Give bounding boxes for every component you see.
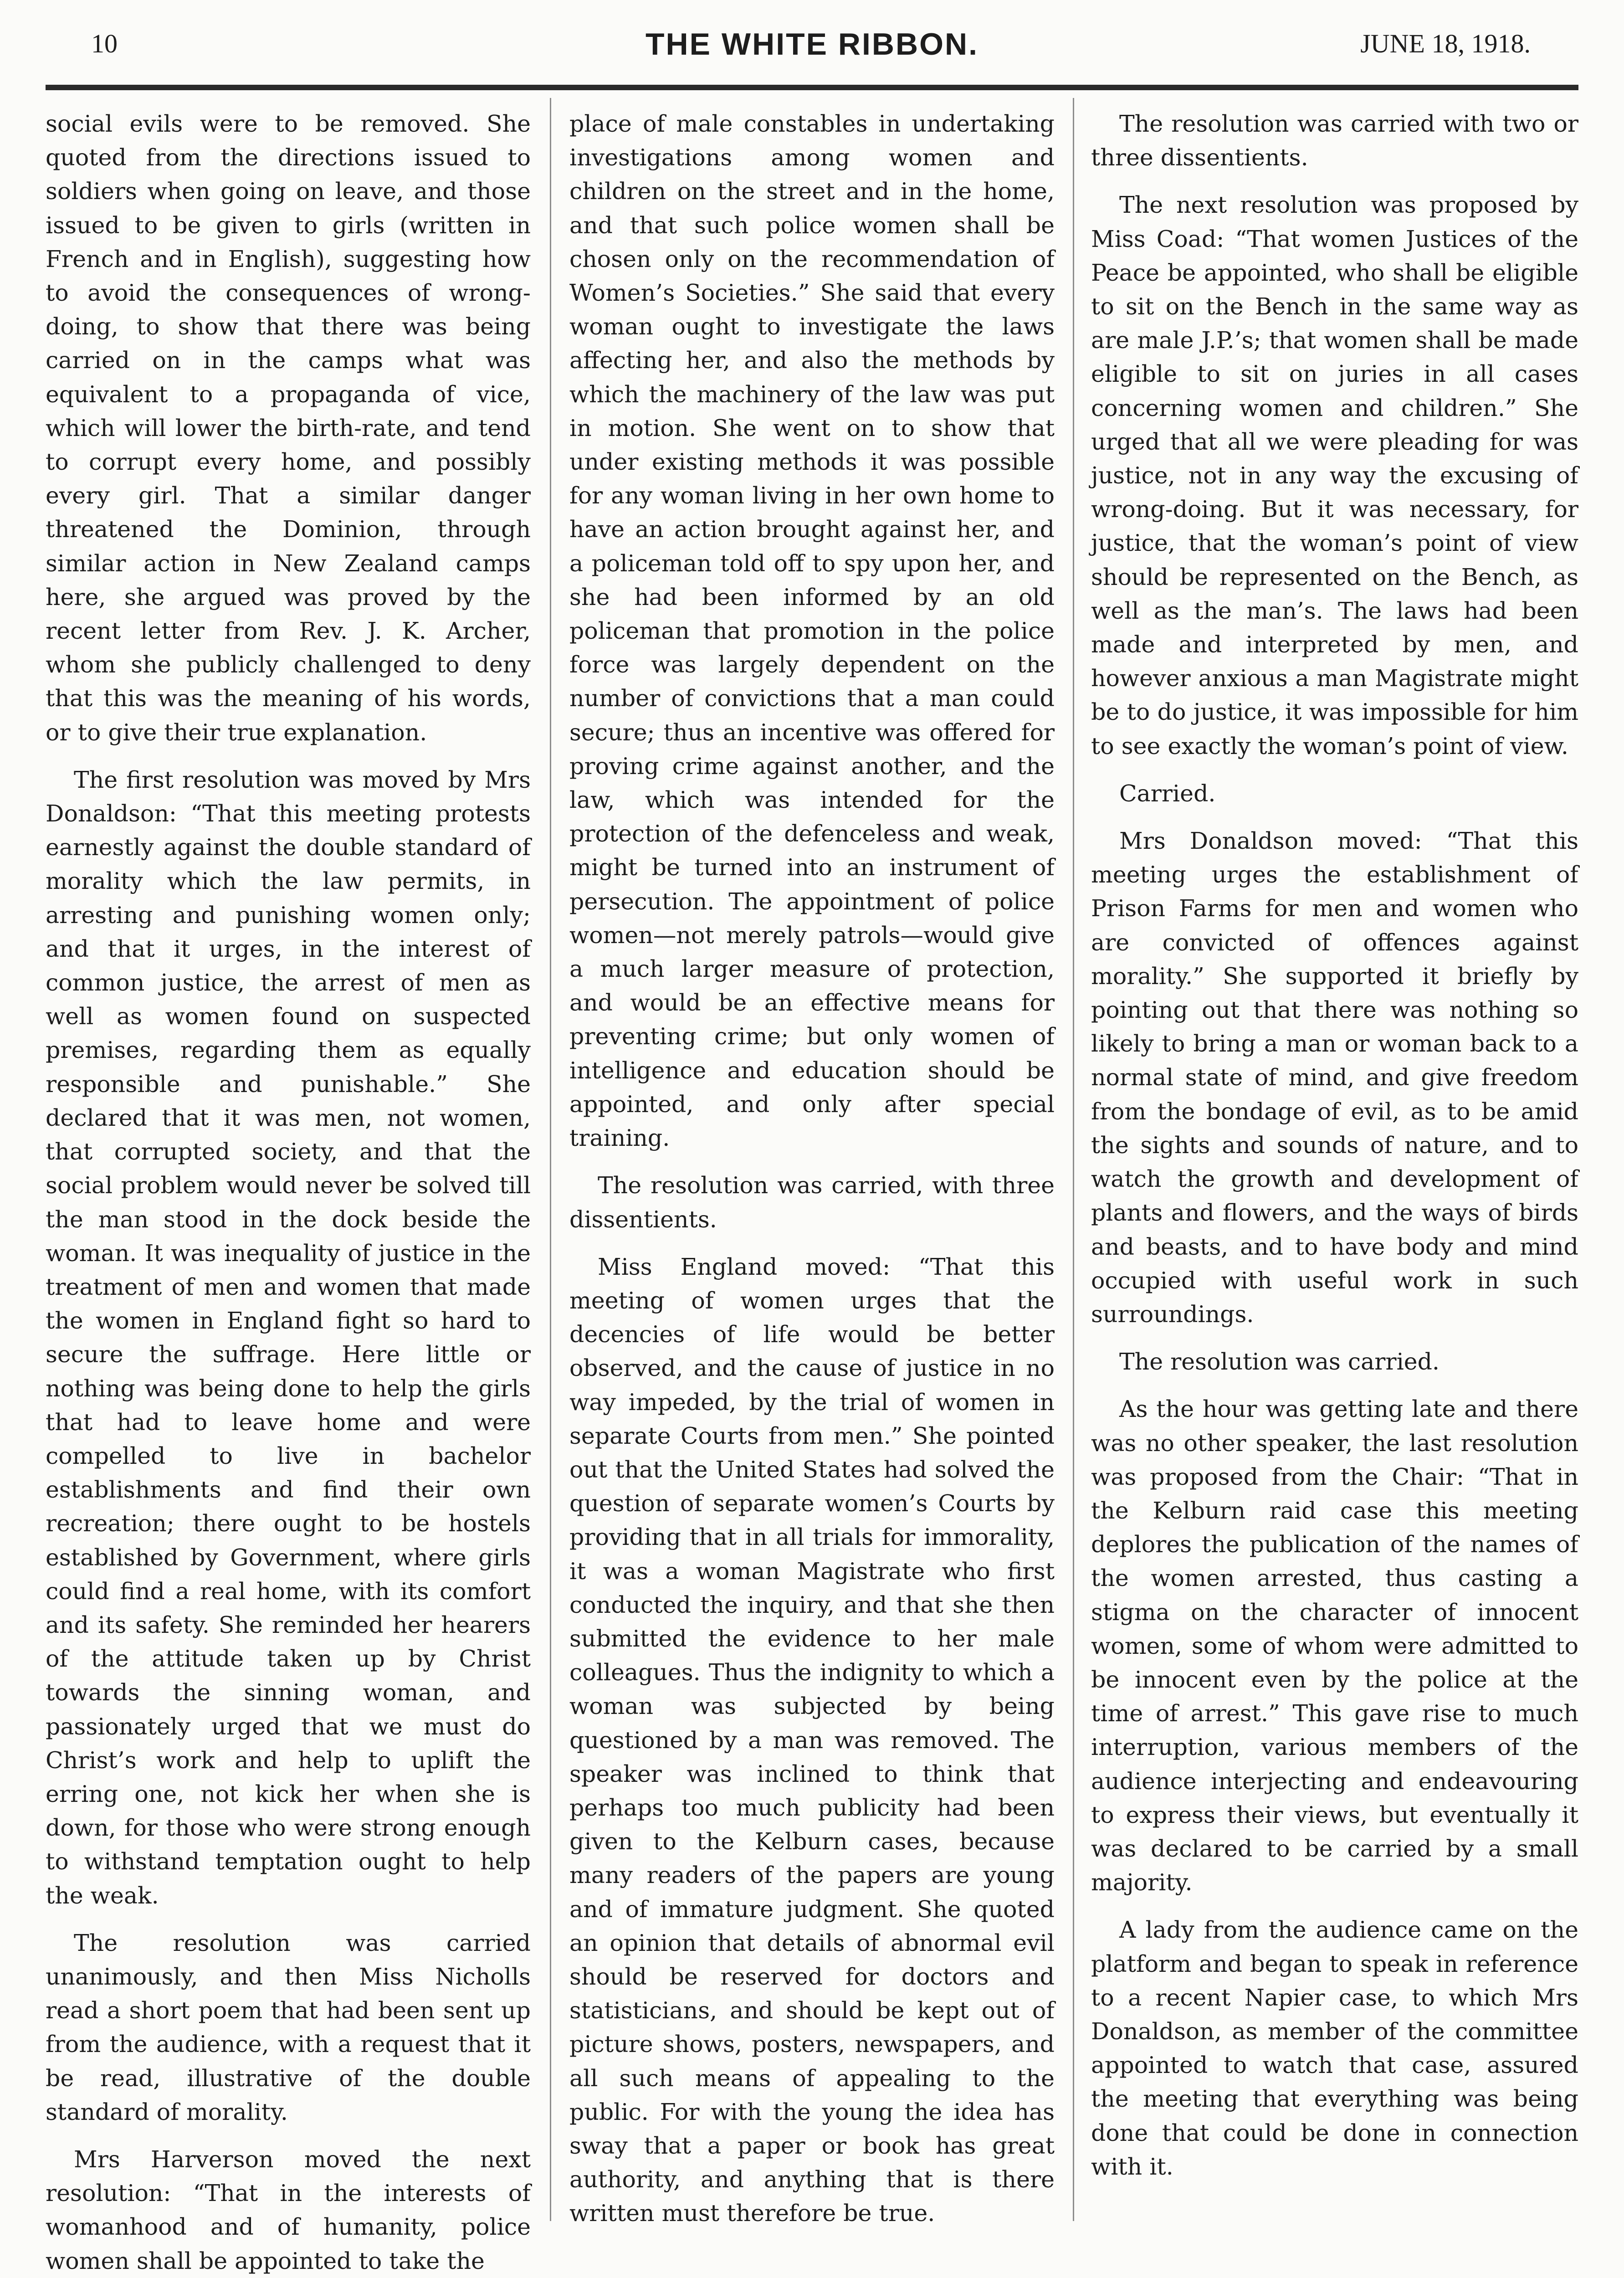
page-header [0,0,1624,91]
column-divider [1073,98,1074,2221]
paragraph: Mrs Harverson moved the next resolution: “That in the interests of womanhood and of humanity, police women shall be appointed to take the [46,2145,531,2274]
paragraph: The first resolution was moved by Mrs Donaldson: “That this meeting protests earnestly against the double standard of morality which the law permits, in arresting and punishing women only; and that it urges, in the interest of common justice, the arrest of men as well as women found on suspected premises, regarding them as equally responsible and punishable.” She declared that it was men, not women, that corrupted society, and that the social problem would never be solved till the man stood in the dock beside the woman. It was inequality of justice in the treatment of men and women that made the women in England fight so hard to secure the suffrage. Here little or nothing was being done to help the girls that had to leave home and were compelled to live in bachelor establishments and find their own recreation; there ought to be hostels established by Government, where girls could find a real home, with its comfort and its safety. She reminded her hearers of the attitude taken up by Christ towards the sinning woman, and passionately urged that we must do Christ’s work and help to uplift the erring one, not kick her when she is down, for those who were strong enough to withstand temptation ought to help the weak. [46,766,531,1909]
paragraph: Miss England moved: “That this meeting of women urges that the decencies of life would be better observed, and the cause of justice in no way impeded, by the trial of women in separate Courts from men.” She pointed out that the United States had solved the question of separate women’s Courts by providing that in all trials for immorality, it was a woman Magistrate who first conducted the inquiry, and that she then submitted the evidence to her male colleagues. Thus the indignity to which a woman was subjected by being questioned by a man was removed. The speaker was inclined to think that perhaps too much publicity had been given to the Kelburn cases, because many readers of the papers are young and of immature judgment. She quoted an opinion that details of abnormal evil should be reserved for doctors and statisticians, and should be kept out of picture shows, posters, newspapers, and all such means of appealing to the public. For with the young the idea has sway that a paper or book has great authority, and anything that is there written must therefore be true. [569,1253,1055,2227]
column-divider [550,98,551,2221]
header-rule [46,85,1578,90]
paragraph: The resolution was carried. [1119,1348,1440,1375]
paragraph: social evils were to be removed. She quoted from the directions issued to soldiers when going on leave, and those issued to be given to girls (written in French and in English), suggesting how to avoid the consequences of wrong-doing, to show that there was being carried on in the camps what was equivalent to a propaganda of vice, which will lower the birth-rate, and tend to corrupt every home, and possibly every girl. That a similar danger threatened the Dominion, through similar action in New Zealand camps here, she argued was proved by the recent letter from Rev. J. K. Archer, whom she publicly challenged to deny that this was the meaning of his words, or to give their true explanation. [46,110,531,746]
issue-date: JUNE 18, 1918. [1360,29,1531,58]
paragraph: place of male constables in undertaking investigations among women and children on the street and in the home, and that such police women shall be chosen only on the recommendation of Women’s Societies.” She said that every woman ought to investigate the laws affecting her, and also the methods by which the machinery of the law was put in motion. She went on to show that under existing methods it was possible for any woman living in her own home to have an action brought against her, and a policeman told off to spy upon her, and she had been informed by an old policeman that promotion in the police force was largely dependent on the number of convictions that a man could secure; thus an incentive was offered for proving crime against another, and the law, which was intended for the protection of the defenceless and weak, might be turned into an instrument of persecution. The appointment of police women—not merely patrols—would give a much larger measure of protection, and would be an effective means for preventing crime; but only women of intelligence and education should be appointed, and only after special training. [569,110,1055,1152]
publication-title: THE WHITE RIBBON. [646,27,978,62]
article-column-1 [46,107,531,2278]
paragraph: The next resolution was proposed by Miss Coad: “That women Justices of the Peace be appointed, who shall be eligible to sit on the Bench in the same way as are male J.P.’s; that women shall be made eligible to sit on juries in all cases concerning women and children.” She urged that all we were pleading for was justice, not in any way the excusing of wrong-doing. But it was necessary, for justice, that the woman’s point of view should be represented on the Bench, as well as the man’s. The laws had been made and interpreted by men, and however anxious a man Magistrate might be to do justice, it was impossible for him to see exactly the woman’s point of view. [1091,191,1578,759]
article-column-3 [1091,107,1578,2197]
paragraph: A lady from the audience came on the platform and began to speak in reference to a recent Napier case, to which Mrs Donaldson, as member of the committee appointed to watch that case, assured the meeting that everything was being done that could be done in connection with it. [1091,1916,1578,2180]
paragraph: The resolution was carried unanimously, and then Miss Nicholls read a short poem that had been sent up from the audience, with a request that it be read, illustrative of the double standard of morality. [46,1929,531,2125]
page-number: 10 [91,29,118,58]
paragraph: Mrs Donaldson moved: “That this meeting urges the establishment of Prison Farms for men and women who are convicted of offences against morality.” She supported it briefly by pointing out that there was nothing so likely to bring a man or woman back to a normal state of mind, and give freedom from the bondage of evil, as to be amid the sights and sounds of nature, and to watch the growth and development of plants and flowers, and the ways of birds and beasts, and to have body and mind occupied with useful work in such surroundings. [1091,827,1578,1328]
paragraph: The resolution was carried, with three dissentients. [569,1172,1055,1233]
paragraph: The resolution was carried with two or three dissentients. [1091,110,1578,171]
paragraph: As the hour was getting late and there was no other speaker, the last resolution was proposed from the Chair: “That in the Kelburn raid case this meeting deplores the publication of the names of the women arrested, thus casting a stigma on the character of innocent women, some of whom were admitted to be innocent even by the police at the time of arrest.” This gave rise to much interruption, various members of the audience interjecting and endeavouring to express their views, but eventually it was declared to be carried by a small majority. [1091,1396,1578,1896]
paragraph: Carried. [1119,780,1216,807]
article-column-2 [569,107,1055,2244]
